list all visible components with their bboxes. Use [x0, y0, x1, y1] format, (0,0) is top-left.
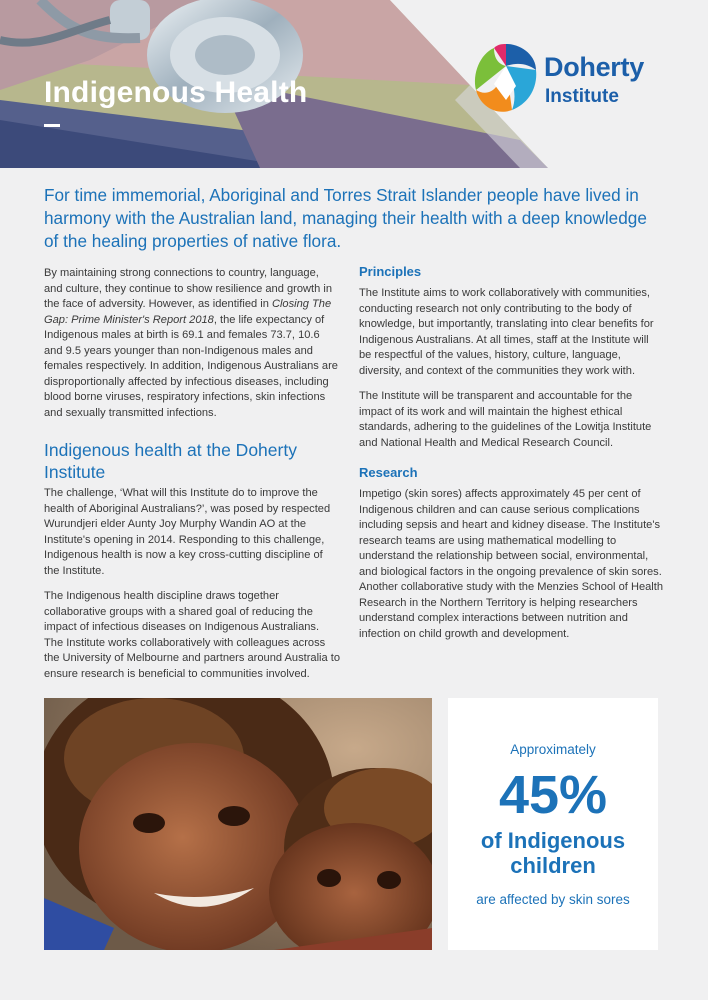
stat-prefix: Approximately [510, 742, 596, 757]
report-citation: Closing The Gap: Prime Minister's Report 2018 [44, 298, 332, 326]
left-p1-text-b: , the life expectancy of Indigenous males at birth is 69.1 and females 73.7, 10.6 and 9.5 years younger than non-Indigenous males and females respectively. In addition, Indigenous Australians are disproportionally affected by infectious diseases, including blood borne viruses, respiratory infections, skin infections and sexually transmitted infections. [44, 313, 338, 419]
header-banner [0, 0, 708, 168]
principles-heading: Principles [359, 264, 422, 279]
page-title: Indigenous Health [44, 76, 308, 109]
principles-paragraph-1: The Institute aims to work collaboratively with communities, conducting research not only contributing to the body of knowledge, but importantly, translating into clear benefits for Indigenous Australians. At all times, staff at the Institute will be respectful of the values, history, culture, language, diversity, and context of the communities they work with. [359, 287, 654, 377]
left-paragraph-1 [44, 266, 340, 421]
stat-value: 45% [498, 765, 608, 825]
logo-word-doherty: Doherty [544, 52, 644, 82]
left-p1-text-a: By maintaining strong connections to country, language, and culture, they continue to show resilience and growth in the face of adversity. However, as identified in [44, 267, 332, 310]
intro-paragraph: For time immemorial, Aboriginal and Torres Strait Islander people have lived in harmony with the Australian land, managing their health with a deep knowledge of the healing properties of native flora. [44, 185, 647, 251]
left-column [44, 266, 340, 692]
stat-suffix: are affected by skin sores [476, 892, 630, 907]
doherty-logo [472, 40, 672, 120]
principles-paragraph-2: The Institute will be transparent and accountable for the impact of its work and will maintain the highest ethical standards, adhering to the guidelines of the Lowitja Institute and National Health and Medical Research Council. [359, 390, 652, 449]
statistic-callout [448, 698, 658, 950]
left-paragraph-2: The challenge, ‘What will this Institute do to improve the health of Aboriginal Australians?’, was posed by respected Wurundjeri elder Aunty Joy Murphy Wandin AO at the Institute's opening in 2014. Responding to this challenge, Indigenous health is now a key cross-cutting discipline of the Institute. [44, 487, 331, 577]
logo-word-institute: Institute [545, 86, 619, 107]
section-heading: Indigenous health at the Doherty Institute [44, 440, 297, 482]
stat-subject: of Indigenous children [480, 828, 626, 878]
right-column [359, 264, 664, 652]
children-photo [44, 698, 432, 950]
research-heading: Research [359, 465, 418, 480]
logo-mark-icon [472, 40, 540, 118]
research-paragraph: Impetigo (skin sores) affects approximately 45 per cent of Indigenous children and can cause serious complications including sepsis and heart and kidney disease. The Institute's research teams are using mathematical modelling to understand the relationship between social, environmental, and biological factors in the ongoing prevalence of skin sores. Another collaborative study with the Menzies School of Health Research in the Northern Territory is helping researchers understand complex interactions between nutrition and infection on child growth and development. [359, 488, 664, 640]
title-underline-dash [44, 124, 60, 127]
left-paragraph-3: The Indigenous health discipline draws together collaborative groups with a shared goal of reducing the impact of infectious diseases on Indigenous Australians. The Institute works collaboratively with colleagues across the University of Melbourne and partners around Australia to ensure research is beneficial to communities involved. [44, 590, 340, 680]
